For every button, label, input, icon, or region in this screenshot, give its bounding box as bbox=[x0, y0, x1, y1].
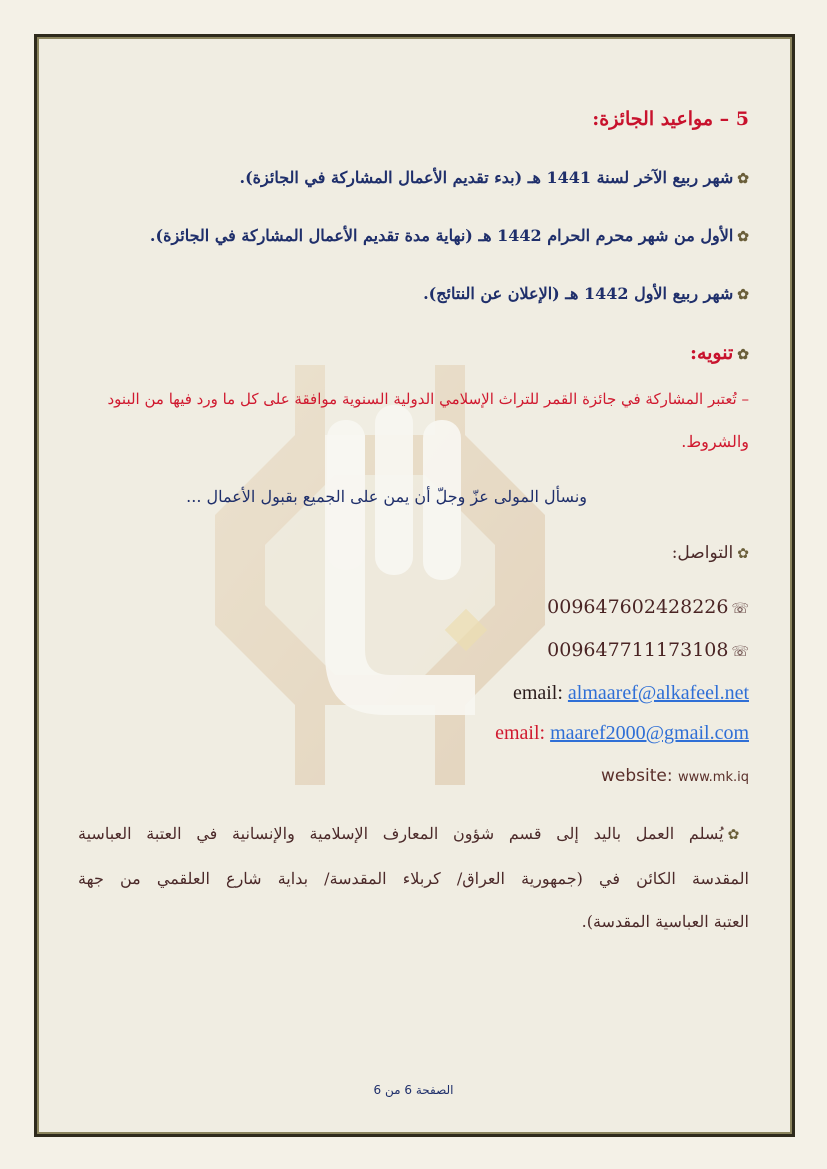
notice-heading: ✿تنويه: bbox=[689, 342, 749, 364]
contact-heading: ✿التواصل: bbox=[671, 543, 749, 563]
email-row-2 bbox=[495, 722, 749, 745]
delivery-line-1: ✿يُسلم العمل باليد إلى قسم شؤون المعارف الإسلامية والإنسانية في العتبة العباسية bbox=[78, 824, 749, 843]
delivery-line-3: العتبة العباسية المقدسة). bbox=[581, 912, 749, 931]
date-item-1: ✿شهر ربيع الآخر لسنة 1441 هـ (بدء تقديم الأعمال المشاركة في الجائزة). bbox=[239, 168, 749, 187]
flower-bullet-icon: ✿ bbox=[737, 171, 749, 187]
website-row bbox=[601, 766, 749, 786]
website-link[interactable]: www.mk.iq bbox=[677, 770, 749, 785]
prayer-text: ونسأل المولى عزّ وجلّ أن يمن على الجميع بقبول الأعمال ... bbox=[186, 487, 587, 506]
phone-number-1[interactable]: 009647602428226 ☏ bbox=[547, 596, 749, 618]
flower-bullet-icon: ✿ bbox=[737, 546, 749, 562]
date-item-3: ✿شهر ربيع الأول 1442 هـ (الإعلان عن النتائج). bbox=[423, 284, 749, 303]
page-footer: الصفحة 6 من 6 bbox=[373, 1083, 454, 1097]
phone-icon: ☏ bbox=[731, 644, 749, 660]
phone-icon: ☏ bbox=[731, 601, 749, 617]
notice-line-1: – تُعتبر المشاركة في جائزة القمر للتراث الإسلامي الدولية السنوية موافقة على كل ما ورد فيها من البنود bbox=[107, 390, 749, 408]
flower-bullet-icon: ✿ bbox=[737, 287, 749, 303]
notice-line-2: والشروط. bbox=[681, 432, 749, 451]
section-title: 5 – مواعيد الجائزة: bbox=[592, 108, 749, 130]
flower-bullet-icon: ✿ bbox=[727, 827, 749, 843]
date-item-2: ✿الأول من شهر محرم الحرام 1442 هـ (نهاية مدة تقديم الأعمال المشاركة في الجائزة). bbox=[149, 226, 749, 245]
email-link-1[interactable]: almaaref@alkafeel.net bbox=[567, 682, 749, 704]
phone-number-2[interactable]: 009647711173108 ☏ bbox=[547, 639, 749, 661]
delivery-paragraph bbox=[78, 812, 749, 943]
email-label: email: bbox=[495, 722, 546, 744]
delivery-line-2: المقدسة الكائن في (جمهورية العراق/ كربلاء المقدسة/ بداية شارع العلقمي من جهة bbox=[78, 869, 750, 888]
flower-bullet-icon: ✿ bbox=[737, 229, 749, 245]
website-label: website: bbox=[600, 766, 673, 786]
email-row-1 bbox=[513, 682, 749, 705]
flower-bullet-icon: ✿ bbox=[737, 347, 749, 363]
email-link-2[interactable]: maaref2000@gmail.com bbox=[550, 722, 749, 744]
email-label: email: bbox=[512, 682, 563, 704]
